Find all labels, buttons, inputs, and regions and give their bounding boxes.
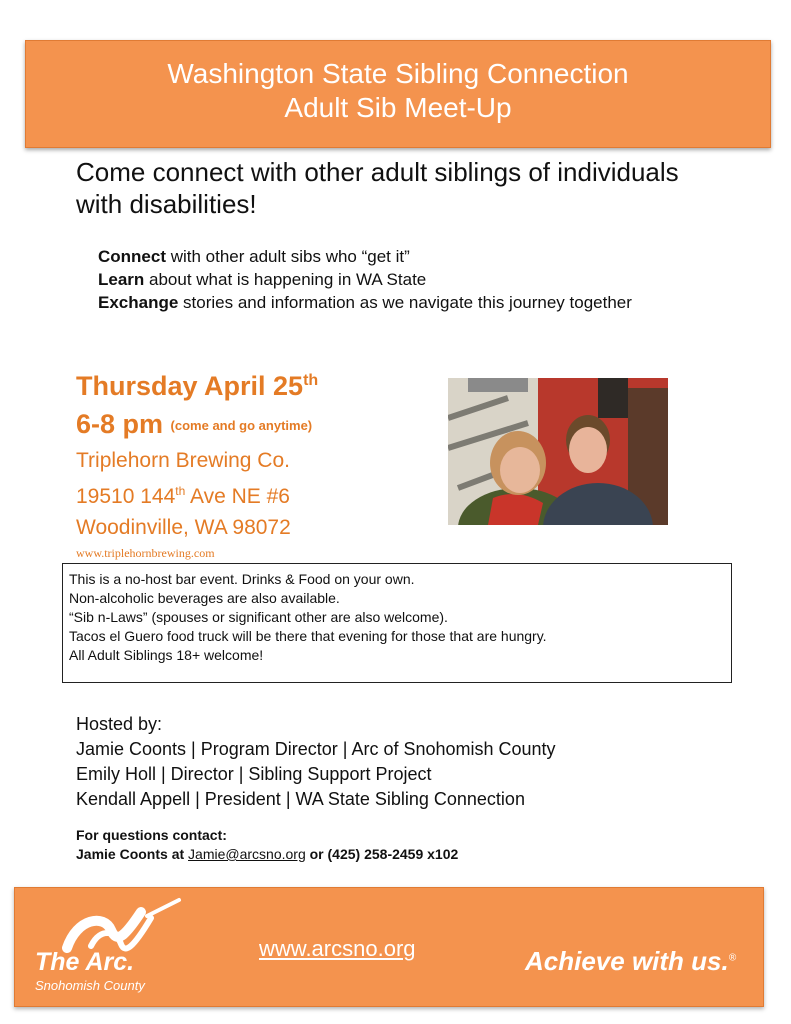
info-line: All Adult Siblings 18+ welcome! — [69, 647, 264, 663]
org-website-link[interactable]: www.arcsno.org — [259, 936, 416, 961]
contact-line — [76, 845, 458, 864]
banner-title: Washington State Sibling Connection — [167, 58, 629, 89]
benefits-list — [98, 245, 718, 314]
banner-subtitle: Adult Sib Meet-Up — [284, 92, 512, 123]
intro-text: Come connect with other adult siblings of individuals with disabilities! — [76, 157, 679, 219]
siblings-photo — [448, 378, 668, 525]
event-time — [76, 407, 318, 443]
benefit-item — [98, 245, 718, 268]
photo-illustration — [448, 378, 668, 525]
benefit-text: stories and information as we navigate this journey together — [178, 293, 632, 312]
registered-mark: ® — [728, 952, 737, 964]
event-venue: Triplehorn Brewing Co. — [76, 448, 290, 472]
benefit-keyword: Connect — [98, 247, 166, 266]
info-line: “Sib n-Laws” (spouses or significant other are also welcome). — [69, 609, 448, 625]
hosted-heading: Hosted by: — [76, 714, 163, 734]
host-line: Kendall Appell | President | WA State Sibling Connection — [76, 789, 525, 809]
benefit-text: with other adult sibs who “get it” — [166, 247, 410, 266]
address-number: 19510 144 — [76, 484, 176, 508]
footer-banner — [14, 887, 764, 1007]
benefit-text: about what is happening in WA State — [144, 270, 427, 289]
venue-website-link[interactable]: www.triplehornbrewing.com — [76, 545, 215, 560]
event-city: Woodinville, WA 98072 — [76, 515, 291, 539]
host-line: Emily Holl | Director | Sibling Support Project — [76, 764, 432, 784]
contact-section — [76, 826, 458, 864]
contact-heading: For questions contact: — [76, 827, 227, 843]
event-date — [76, 364, 318, 403]
event-address — [76, 478, 318, 510]
benefit-item — [98, 268, 718, 291]
address-street: Ave NE #6 — [185, 484, 290, 508]
event-info-box — [62, 563, 732, 683]
info-line: This is a no-host bar event. Drinks & Food on your own. — [69, 571, 415, 587]
contact-email-link[interactable]: Jamie@arcsno.org — [188, 846, 306, 862]
event-details — [76, 364, 318, 561]
tagline-text: Achieve with us. — [525, 946, 729, 976]
info-line: Tacos el Guero food truck will be there that evening for those that are hungry. — [69, 628, 547, 644]
benefit-item — [98, 291, 718, 314]
tagline — [525, 946, 736, 977]
event-date-suffix: th — [303, 372, 319, 389]
benefit-keyword: Exchange — [98, 293, 179, 312]
event-time-note: (come and go anytime) — [170, 417, 313, 433]
header-banner — [25, 40, 771, 148]
contact-prefix: Jamie Coonts at — [76, 846, 189, 862]
info-line: Non-alcoholic beverages are also available. — [69, 590, 340, 606]
contact-phone: or (425) 258-2459 x102 — [305, 846, 459, 862]
host-line: Jamie Coonts | Program Director | Arc of Snohomish County — [76, 739, 556, 759]
logo-name: The Arc. — [35, 948, 135, 976]
event-time-text: 6-8 pm — [76, 409, 164, 439]
benefit-keyword: Learn — [98, 270, 145, 289]
hosted-by-section — [76, 712, 716, 812]
event-date-text: Thursday April 25 — [76, 371, 304, 401]
address-suffix: th — [175, 483, 186, 498]
logo-subtitle: Snohomish County — [35, 978, 145, 993]
